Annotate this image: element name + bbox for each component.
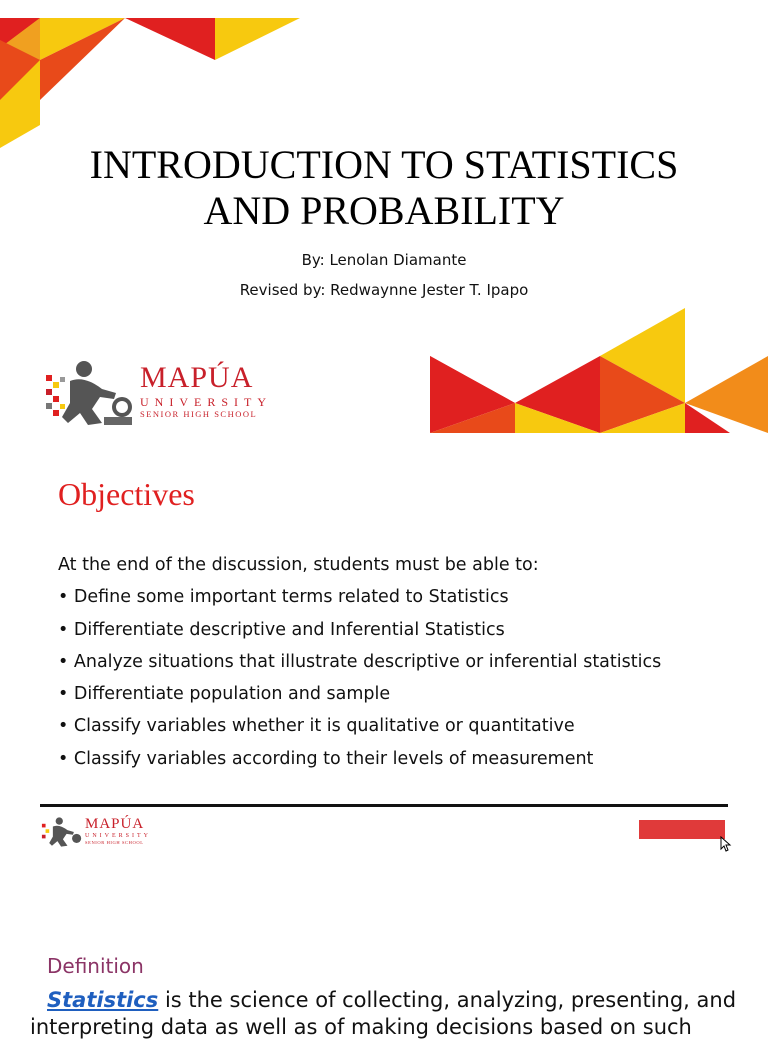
bottom-right-decoration bbox=[430, 308, 768, 433]
logo-emblem bbox=[44, 357, 136, 429]
statistics-term-link[interactable]: Statistics bbox=[47, 988, 159, 1012]
objectives-title: Objectives bbox=[58, 476, 195, 512]
logo-university-small: UNIVERSITY bbox=[85, 833, 151, 839]
objective-item: • Analyze situations that illustrate descriptive or inferential statistics bbox=[58, 651, 662, 672]
objectives-intro: At the end of the discussion, students must be able to: bbox=[58, 555, 539, 575]
definition-text bbox=[47, 988, 736, 1012]
logo-name: MAPÚA bbox=[140, 361, 254, 394]
logo-shs-small: SENIOR HIGH SCHOOL bbox=[85, 840, 144, 845]
title-line-1: INTRODUCTION TO STATISTICS bbox=[89, 142, 679, 187]
objective-item: • Define some important terms related to Statistics bbox=[58, 587, 509, 608]
logo-shs: SENIOR HIGH SCHOOL bbox=[140, 409, 258, 419]
top-left-decoration bbox=[0, 0, 310, 150]
definition-body: is the science of collecting, analyzing, presenting, and bbox=[158, 988, 737, 1012]
mapua-logo-small bbox=[41, 815, 151, 849]
logo-name-small: MAPÚA bbox=[85, 816, 145, 832]
objective-item: • Differentiate population and sample bbox=[58, 684, 391, 705]
revised-line: Revised by: Redwaynne Jester T. Ipapo bbox=[239, 281, 529, 299]
footer-divider bbox=[40, 804, 728, 807]
slide-title bbox=[0, 142, 768, 234]
mapua-logo bbox=[44, 357, 272, 429]
objective-item: • Differentiate descriptive and Inferential Statistics bbox=[58, 619, 505, 640]
title-line-2: AND PROBABILITY bbox=[203, 188, 565, 233]
mouse-pointer-icon bbox=[720, 836, 732, 852]
logo-university: UNIVERSITY bbox=[140, 395, 272, 409]
definition-title: Definition bbox=[47, 954, 144, 978]
footer-red-bar bbox=[639, 820, 725, 839]
logo-emblem-small bbox=[41, 815, 83, 849]
objectives-list bbox=[58, 549, 661, 775]
definition-text-line2: interpreting data as well as of making decisions based on such bbox=[30, 1015, 692, 1039]
objective-item: • Classify variables whether it is qualitative or quantitative bbox=[58, 716, 575, 737]
author-line: By: Lenolan Diamante bbox=[301, 251, 467, 269]
objective-item: • Classify variables according to their levels of measurement bbox=[58, 748, 594, 769]
